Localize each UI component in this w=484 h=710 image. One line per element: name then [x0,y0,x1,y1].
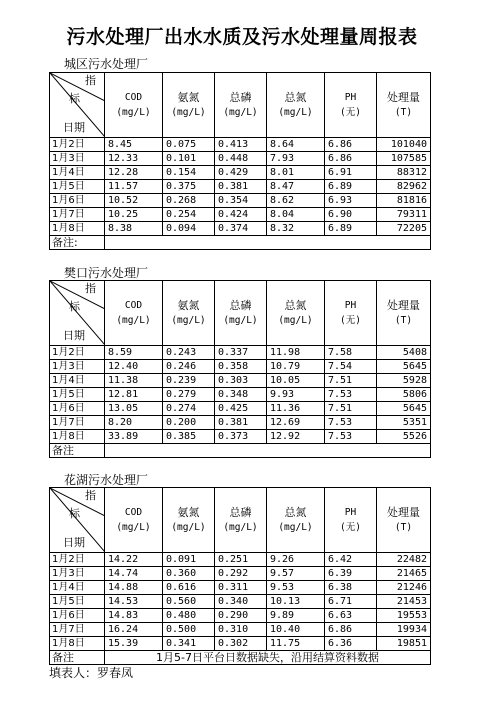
total-nitrogen-cell: 8.01 [267,166,325,180]
column-unit: (mg/L) [223,522,258,533]
cod-cell: 12.40 [105,360,163,374]
total-phosphorus-cell: 0.354 [215,194,267,208]
ammonia-cell: 0.500 [163,623,215,637]
total-phosphorus-cell: 0.429 [215,166,267,180]
ph-cell: 6.63 [325,609,377,623]
corner-label-indicator-2: 标 [69,300,80,313]
column-name: 总磷 [229,91,252,104]
remark-text: 1月5-7日平台日数据缺失，沿用结算资料数据 [105,651,431,665]
date-cell: 1月4日 [50,581,105,595]
table-row [50,416,431,430]
cod-cell: 12.81 [105,388,163,402]
ph-cell: 6.38 [325,581,377,595]
corner-cell [50,488,105,553]
filler-label: 填表人：罗春凤 [49,666,134,680]
table-row [50,346,431,360]
column-name: 处理量 [387,506,420,519]
ammonia-cell: 0.154 [163,166,215,180]
column-header-ammonia [163,73,215,138]
table-row [50,222,431,236]
table-row [50,637,431,651]
volume-cell: 5645 [377,402,431,416]
column-header-total-phosphorus [215,281,267,346]
volume-cell: 21246 [377,581,431,595]
corner-label-indicator-1: 指 [85,489,96,502]
remark-text [105,444,431,458]
ammonia-cell: 0.254 [163,208,215,222]
column-unit: (无) [340,315,361,326]
total-phosphorus-cell: 0.381 [215,416,267,430]
column-name: 处理量 [387,91,420,104]
ph-cell: 6.93 [325,194,377,208]
table-row [50,360,431,374]
table-row [50,567,431,581]
plant-table-fankou [49,280,431,458]
column-unit: (mg/L) [116,522,151,533]
date-cell: 1月5日 [50,180,105,194]
column-unit: (mg/L) [171,522,206,533]
volume-cell: 19934 [377,623,431,637]
date-cell: 1月7日 [50,623,105,637]
volume-cell: 82962 [377,180,431,194]
total-phosphorus-cell: 0.251 [215,553,267,567]
total-phosphorus-cell: 0.311 [215,581,267,595]
column-unit: (mg/L) [223,315,258,326]
column-header-volume [377,73,431,138]
date-cell: 1月7日 [50,416,105,430]
total-phosphorus-cell: 0.340 [215,595,267,609]
header-row [50,281,431,346]
total-nitrogen-cell: 9.89 [267,609,325,623]
ammonia-cell: 0.091 [163,553,215,567]
ammonia-cell: 0.279 [163,388,215,402]
corner-label-indicator-1: 指 [85,282,96,295]
total-nitrogen-cell: 7.93 [267,152,325,166]
column-header-total-nitrogen [267,281,325,346]
total-phosphorus-cell: 0.290 [215,609,267,623]
ph-cell: 7.58 [325,346,377,360]
volume-cell: 88312 [377,166,431,180]
date-cell: 1月6日 [50,609,105,623]
cod-cell: 10.25 [105,208,163,222]
remark-row [50,444,431,458]
plant-name-fankou: 樊口污水处理厂 [64,266,149,280]
ph-cell: 7.54 [325,360,377,374]
total-nitrogen-cell: 8.62 [267,194,325,208]
volume-cell: 22482 [377,553,431,567]
table-row [50,152,431,166]
volume-cell: 107585 [377,152,431,166]
corner-cell [50,281,105,346]
total-nitrogen-cell: 8.32 [267,222,325,236]
total-nitrogen-cell: 11.75 [267,637,325,651]
column-name: PH [344,300,357,311]
ammonia-cell: 0.246 [163,360,215,374]
cod-cell: 12.28 [105,166,163,180]
corner-label-indicator-2: 标 [69,92,80,105]
column-header-cod [105,281,163,346]
corner-label-date: 日期 [63,121,85,134]
ph-cell: 6.42 [325,553,377,567]
ph-cell: 7.53 [325,416,377,430]
ph-cell: 7.53 [325,430,377,444]
ammonia-cell: 0.616 [163,581,215,595]
corner-label-indicator-2: 标 [69,507,80,520]
cod-cell: 14.88 [105,581,163,595]
date-cell: 1月5日 [50,388,105,402]
column-unit: (无) [340,522,361,533]
column-name: 总磷 [229,299,252,312]
total-nitrogen-cell: 8.04 [267,208,325,222]
ammonia-cell: 0.341 [163,637,215,651]
total-phosphorus-cell: 0.448 [215,152,267,166]
table-row [50,553,431,567]
date-cell: 1月4日 [50,374,105,388]
ammonia-cell: 0.200 [163,416,215,430]
remark-label: 备注 [50,444,105,458]
total-phosphorus-cell: 0.303 [215,374,267,388]
date-cell: 1月3日 [50,360,105,374]
header-row [50,488,431,553]
column-unit: (mg/L) [171,315,206,326]
corner-label-date: 日期 [63,329,85,342]
column-name: 总氮 [284,299,307,312]
volume-cell: 21453 [377,595,431,609]
cod-cell: 15.39 [105,637,163,651]
total-phosphorus-cell: 0.413 [215,138,267,152]
cod-cell: 14.74 [105,567,163,581]
column-header-cod [105,73,163,138]
column-unit: (mg/L) [171,107,206,118]
total-phosphorus-cell: 0.302 [215,637,267,651]
cod-cell: 33.89 [105,430,163,444]
volume-cell: 5806 [377,388,431,402]
ph-cell: 7.53 [325,388,377,402]
column-unit: (mg/L) [278,522,313,533]
ammonia-cell: 0.560 [163,595,215,609]
table-row [50,388,431,402]
total-nitrogen-cell: 12.92 [267,430,325,444]
column-name: 总磷 [229,506,252,519]
column-header-volume [377,281,431,346]
column-header-ph [325,73,377,138]
total-nitrogen-cell: 9.57 [267,567,325,581]
corner-cell [50,73,105,138]
column-unit: (mg/L) [223,107,258,118]
total-nitrogen-cell: 12.69 [267,416,325,430]
column-unit: (mg/L) [116,315,151,326]
table-row [50,430,431,444]
cod-cell: 8.59 [105,346,163,360]
column-name: COD [124,300,143,311]
column-unit: (mg/L) [278,107,313,118]
column-unit: (T) [394,315,413,326]
cod-cell: 16.24 [105,623,163,637]
column-header-volume [377,488,431,553]
date-cell: 1月2日 [50,553,105,567]
cod-cell: 14.22 [105,553,163,567]
date-cell: 1月2日 [50,138,105,152]
plant-name-chengqu: 城区污水处理厂 [64,57,149,71]
volume-cell: 72205 [377,222,431,236]
remark-row [50,651,431,665]
ph-cell: 6.86 [325,138,377,152]
ammonia-cell: 0.480 [163,609,215,623]
table-row [50,180,431,194]
ammonia-cell: 0.101 [163,152,215,166]
column-header-ammonia [163,488,215,553]
column-name: 总氮 [284,506,307,519]
total-nitrogen-cell: 10.79 [267,360,325,374]
date-cell: 1月7日 [50,208,105,222]
date-cell: 1月3日 [50,567,105,581]
remark-label: 备注: [50,236,105,250]
ammonia-cell: 0.243 [163,346,215,360]
report-title: 污水处理厂出水水质及污水处理量周报表 [66,26,418,48]
total-phosphorus-cell: 0.337 [215,346,267,360]
column-name: COD [124,507,143,518]
total-phosphorus-cell: 0.381 [215,180,267,194]
date-cell: 1月8日 [50,430,105,444]
ph-cell: 6.39 [325,567,377,581]
column-header-ph [325,488,377,553]
column-header-total-phosphorus [215,488,267,553]
table-row [50,374,431,388]
column-name: 氨氮 [177,91,200,104]
date-cell: 1月8日 [50,637,105,651]
volume-cell: 101040 [377,138,431,152]
total-nitrogen-cell: 9.53 [267,581,325,595]
column-unit: (mg/L) [278,315,313,326]
total-phosphorus-cell: 0.310 [215,623,267,637]
table-row [50,166,431,180]
date-cell: 1月8日 [50,222,105,236]
table-row [50,581,431,595]
table-row [50,623,431,637]
column-header-ammonia [163,281,215,346]
cod-cell: 12.33 [105,152,163,166]
ammonia-cell: 0.360 [163,567,215,581]
column-header-total-nitrogen [267,73,325,138]
table-row [50,595,431,609]
cod-cell: 14.53 [105,595,163,609]
volume-cell: 5645 [377,360,431,374]
volume-cell: 5526 [377,430,431,444]
cod-cell: 13.05 [105,402,163,416]
volume-cell: 21465 [377,567,431,581]
volume-cell: 19851 [377,637,431,651]
volume-cell: 5351 [377,416,431,430]
date-cell: 1月2日 [50,346,105,360]
table-row [50,194,431,208]
volume-cell: 81816 [377,194,431,208]
column-name: PH [344,92,357,103]
cod-cell: 8.20 [105,416,163,430]
date-cell: 1月5日 [50,595,105,609]
ph-cell: 6.89 [325,180,377,194]
total-nitrogen-cell: 10.40 [267,623,325,637]
ammonia-cell: 0.375 [163,180,215,194]
ammonia-cell: 0.385 [163,430,215,444]
volume-cell: 79311 [377,208,431,222]
ph-cell: 6.71 [325,595,377,609]
cod-cell: 8.45 [105,138,163,152]
table-row [50,138,431,152]
total-nitrogen-cell: 10.05 [267,374,325,388]
ph-cell: 6.90 [325,208,377,222]
header-row [50,73,431,138]
volume-cell: 5408 [377,346,431,360]
corner-label-date: 日期 [63,536,85,549]
cod-cell: 11.57 [105,180,163,194]
cod-cell: 8.38 [105,222,163,236]
table-row [50,609,431,623]
column-header-cod [105,488,163,553]
ph-cell: 6.86 [325,152,377,166]
table-row [50,402,431,416]
column-header-ph [325,281,377,346]
volume-cell: 5928 [377,374,431,388]
column-name: 氨氮 [177,299,200,312]
column-name: COD [124,92,143,103]
ph-cell: 6.36 [325,637,377,651]
ammonia-cell: 0.274 [163,402,215,416]
ammonia-cell: 0.075 [163,138,215,152]
cod-cell: 10.52 [105,194,163,208]
column-unit: (T) [394,522,413,533]
column-unit: (T) [394,107,413,118]
total-nitrogen-cell: 8.64 [267,138,325,152]
ammonia-cell: 0.239 [163,374,215,388]
remark-text [105,236,431,250]
corner-label-indicator-1: 指 [85,74,96,87]
total-phosphorus-cell: 0.292 [215,567,267,581]
column-name: 总氮 [284,91,307,104]
ph-cell: 6.89 [325,222,377,236]
date-cell: 1月3日 [50,152,105,166]
column-name: PH [344,507,357,518]
ammonia-cell: 0.094 [163,222,215,236]
total-phosphorus-cell: 0.348 [215,388,267,402]
total-phosphorus-cell: 0.373 [215,430,267,444]
total-nitrogen-cell: 8.47 [267,180,325,194]
total-nitrogen-cell: 11.36 [267,402,325,416]
total-nitrogen-cell: 9.93 [267,388,325,402]
total-nitrogen-cell: 10.13 [267,595,325,609]
ph-cell: 6.91 [325,166,377,180]
volume-cell: 19553 [377,609,431,623]
cod-cell: 11.38 [105,374,163,388]
cod-cell: 14.83 [105,609,163,623]
plant-table-chengqu [49,72,431,250]
total-phosphorus-cell: 0.424 [215,208,267,222]
column-unit: (mg/L) [116,107,151,118]
total-phosphorus-cell: 0.358 [215,360,267,374]
column-name: 处理量 [387,299,420,312]
table-row [50,208,431,222]
column-header-total-nitrogen [267,488,325,553]
plant-table-huahu [49,487,431,665]
column-header-total-phosphorus [215,73,267,138]
date-cell: 1月4日 [50,166,105,180]
column-name: 氨氮 [177,506,200,519]
column-unit: (无) [340,107,361,118]
remark-row [50,236,431,250]
ph-cell: 6.86 [325,623,377,637]
total-phosphorus-cell: 0.374 [215,222,267,236]
ammonia-cell: 0.268 [163,194,215,208]
total-phosphorus-cell: 0.425 [215,402,267,416]
ph-cell: 7.51 [325,374,377,388]
total-nitrogen-cell: 11.98 [267,346,325,360]
total-nitrogen-cell: 9.26 [267,553,325,567]
date-cell: 1月6日 [50,194,105,208]
remark-label: 备注 [50,651,105,665]
ph-cell: 7.51 [325,402,377,416]
plant-name-huahu: 花湖污水处理厂 [64,473,149,487]
date-cell: 1月6日 [50,402,105,416]
